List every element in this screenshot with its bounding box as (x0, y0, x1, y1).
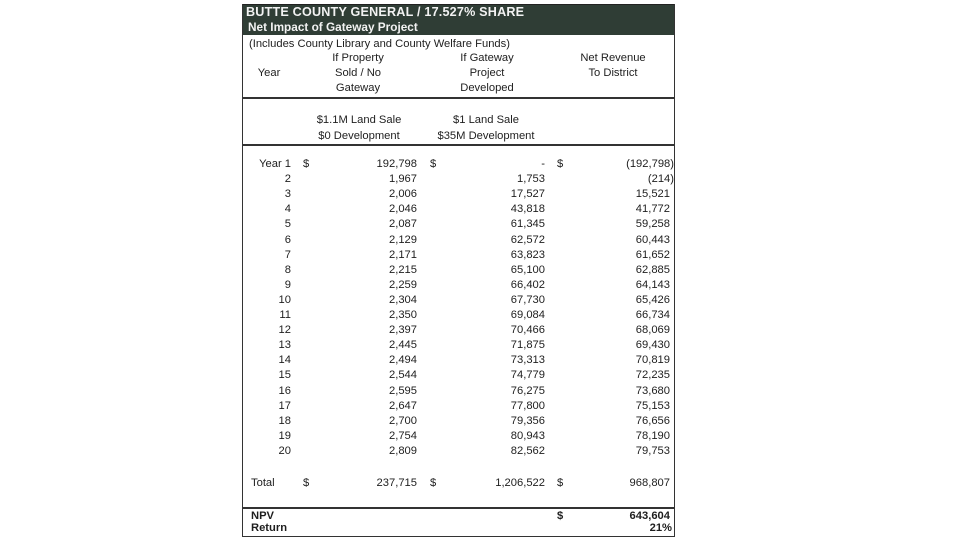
row-net: 62,885 (635, 263, 670, 276)
row-net: 72,235 (635, 369, 670, 382)
row-net: 41,772 (635, 203, 670, 216)
table-row (243, 308, 674, 323)
funds-note: (Includes County Library and County Welfare Funds) (249, 38, 510, 50)
row-year: 9 (284, 278, 291, 291)
row-developed: 1,753 (517, 173, 545, 186)
row-sold: 2,595 (389, 384, 417, 397)
col-header-net: Net Revenue To District (580, 52, 646, 80)
row-sold: 2,544 (389, 369, 417, 382)
table-row (243, 323, 674, 338)
row-net: 66,734 (635, 309, 670, 321)
row-sold: 2,494 (389, 354, 417, 367)
row-sold: 1,967 (389, 173, 417, 186)
row-net: 70,819 (635, 354, 670, 367)
row-sold: 192,798 (376, 158, 417, 170)
row-year: Year 1 (259, 158, 291, 170)
table-title: BUTTE COUNTY GENERAL / 17.527% SHARE (246, 5, 525, 19)
npv-label: NPV (251, 510, 275, 522)
row-year: 13 (278, 339, 291, 352)
row-year: 10 (278, 293, 291, 306)
row-developed: 17,527 (510, 188, 545, 201)
table-row (243, 202, 674, 217)
total-row (243, 476, 674, 491)
divider (243, 144, 674, 146)
currency: $ (430, 158, 437, 170)
row-sold: 2,754 (389, 429, 417, 442)
currency: $ (303, 158, 310, 170)
row-developed: 82,562 (510, 444, 545, 457)
table-row (243, 444, 674, 459)
row-year: 12 (278, 324, 291, 337)
row-sold: 2,350 (389, 309, 417, 321)
table-header-band (243, 4, 674, 35)
row-developed: 63,823 (510, 248, 545, 261)
impact-table (242, 4, 675, 537)
total-sold: 237,715 (376, 477, 417, 489)
row-net: 79,753 (635, 444, 670, 457)
row-year: 5 (284, 218, 291, 231)
row-sold: 2,304 (389, 293, 417, 306)
col-header-developed: If Gateway Project Developed (460, 52, 514, 95)
row-sold: 2,006 (389, 188, 417, 201)
row-developed: 74,779 (510, 369, 545, 382)
table-row (243, 414, 674, 429)
currency: $ (557, 158, 564, 170)
row-net: 76,656 (635, 414, 670, 427)
table-row (243, 293, 674, 308)
row-year: 3 (284, 188, 291, 201)
row-year: 11 (279, 309, 291, 321)
row-year: 16 (278, 384, 291, 397)
table-row (243, 233, 674, 248)
table-subtitle: Net Impact of Gateway Project (248, 20, 418, 34)
col-header-sold: If Property Sold / No Gateway (332, 52, 384, 95)
row-net: 78,190 (635, 429, 670, 442)
table-row (243, 187, 674, 202)
row-sold: 2,215 (389, 263, 417, 276)
row-developed: 43,818 (510, 203, 545, 216)
currency: $ (557, 477, 564, 489)
row-sold: 2,397 (389, 324, 417, 337)
scenario-sold: $1.1M Land Sale $0 Development (316, 114, 402, 142)
row-net: 60,443 (635, 233, 670, 246)
row-year: 14 (278, 354, 291, 367)
table-row (243, 278, 674, 293)
total-developed: 1,206,522 (495, 477, 545, 489)
row-developed: 70,466 (510, 324, 545, 337)
row-year: 6 (284, 233, 291, 246)
row-sold: 2,445 (389, 339, 417, 352)
row-year: 15 (278, 369, 291, 382)
total-net: 968,807 (629, 477, 670, 489)
currency: $ (303, 477, 310, 489)
scenario-developed: $1 Land Sale $35M Development (437, 114, 535, 142)
row-developed: 76,275 (510, 384, 545, 397)
row-net: 65,426 (635, 293, 670, 306)
row-sold: 2,809 (389, 444, 417, 457)
row-year: 4 (284, 203, 291, 216)
row-developed: 73,313 (510, 354, 545, 367)
row-net: 59,258 (635, 218, 670, 231)
row-net: (192,798) (626, 158, 674, 170)
row-year: 18 (278, 414, 291, 427)
row-net: 69,430 (635, 339, 670, 352)
return-value: 21% (649, 522, 672, 534)
row-sold: 2,046 (389, 203, 417, 216)
table-row (243, 338, 674, 353)
currency: $ (557, 510, 564, 522)
row-developed: 80,943 (510, 429, 545, 442)
row-net: (214) (647, 173, 674, 186)
return-row (243, 521, 674, 536)
row-sold: 2,700 (389, 414, 417, 427)
row-net: 61,652 (635, 248, 670, 261)
table-row (243, 248, 674, 263)
row-year: 8 (284, 263, 291, 276)
row-developed: 65,100 (510, 263, 545, 276)
table-row (243, 172, 674, 187)
table-row (243, 384, 674, 399)
row-developed: 62,572 (510, 233, 545, 246)
row-year: 19 (278, 429, 291, 442)
row-developed: 67,730 (510, 293, 545, 306)
row-year: 17 (278, 399, 291, 412)
row-developed: 77,800 (510, 399, 545, 412)
row-year: 2 (284, 173, 291, 186)
row-net: 64,143 (635, 278, 670, 291)
table-row (243, 353, 674, 368)
table-row (243, 368, 674, 383)
currency: $ (430, 477, 437, 489)
row-net: 75,153 (635, 399, 670, 412)
row-sold: 2,647 (389, 399, 417, 412)
row-developed: 61,345 (510, 218, 545, 231)
return-label: Return (251, 522, 288, 534)
row-year: 20 (278, 444, 291, 457)
table-row (243, 429, 674, 444)
row-sold: 2,129 (389, 233, 417, 246)
table-row (243, 263, 674, 278)
row-year: 7 (284, 248, 291, 261)
row-developed: 66,402 (510, 278, 545, 291)
table-row (243, 157, 674, 172)
table-row (243, 399, 674, 414)
row-net: 73,680 (635, 384, 670, 397)
npv-value: 643,604 (629, 510, 670, 522)
row-developed: 79,356 (510, 414, 545, 427)
row-net: 15,521 (635, 188, 670, 201)
total-label: Total (251, 477, 275, 489)
row-developed: 69,084 (510, 309, 545, 321)
row-sold: 2,171 (389, 248, 417, 261)
row-net: 68,069 (635, 324, 670, 337)
col-header-year: Year (257, 67, 281, 79)
row-sold: 2,087 (389, 218, 417, 231)
table-row (243, 217, 674, 232)
row-developed: - (541, 158, 545, 170)
row-sold: 2,259 (389, 278, 417, 291)
row-developed: 71,875 (510, 339, 545, 352)
divider (243, 97, 674, 99)
